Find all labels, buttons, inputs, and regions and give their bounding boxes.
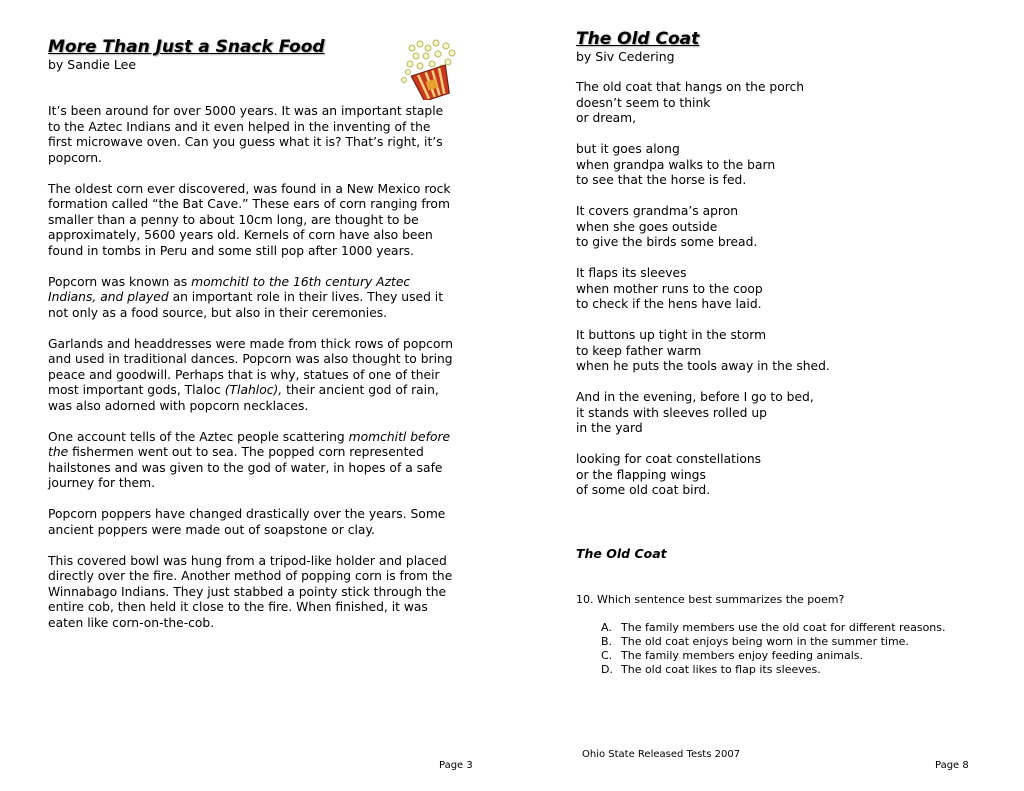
- text-line: [576, 266, 830, 282]
- italic-text: (Tlahloc),: [224, 383, 283, 397]
- text-line: [576, 328, 830, 344]
- text: Winnabago Indians. They just stabbed a pointy stick through the: [48, 584, 447, 599]
- text-line: [576, 204, 830, 220]
- text-line: [48, 383, 453, 399]
- text-line: [576, 390, 830, 406]
- text-line: [576, 80, 830, 96]
- option-text: The family members use the old coat for different reasons.: [621, 621, 946, 634]
- italic-text: Indians, and played: [48, 290, 169, 304]
- text: to see that the horse is fed.: [576, 173, 747, 187]
- answer-option[interactable]: [576, 635, 946, 649]
- text-line: [576, 483, 830, 499]
- text-line: [576, 421, 830, 437]
- answer-option[interactable]: [576, 621, 946, 635]
- text: peace and goodwill. Perhaps that is why, statues of one of their: [48, 367, 440, 382]
- text: directly over the fire. Another method of popping corn is from the: [48, 569, 453, 583]
- text: to keep father warm: [576, 343, 702, 358]
- text: it stands with sleeves rolled up: [576, 405, 767, 420]
- text: formation called “the Bat Cave.” These ears of corn ranging from: [48, 197, 450, 211]
- text: Garlands and headdresses were made from thick rows of popcorn: [48, 336, 454, 351]
- text-line: [48, 507, 453, 523]
- text: It covers grandma’s apron: [576, 204, 739, 218]
- blank-line: [48, 166, 453, 182]
- text: or dream,: [576, 111, 637, 125]
- text: smaller than a penny to about 10cm long, are thought to be: [48, 212, 419, 227]
- answer-option[interactable]: [576, 663, 946, 677]
- text: not only as a food source, but also in their ceremonies.: [48, 305, 388, 320]
- text: One account tells of the Aztec people scattering: [48, 429, 349, 444]
- text: to the Aztec Indians and it even helped in the inventing of the: [48, 119, 431, 134]
- text-line: [576, 282, 830, 298]
- text-line: [48, 368, 453, 384]
- text-line: [48, 275, 453, 291]
- blank-line: [576, 313, 830, 329]
- text-line: [48, 554, 453, 570]
- blank-line: [48, 259, 453, 275]
- text-line: [48, 306, 453, 322]
- text: hailstones and was given to the god of water, in hopes of a safe: [48, 460, 443, 475]
- text: This covered bowl was hung from a tripod-like holder and placed: [48, 553, 447, 568]
- text-line: [48, 120, 453, 136]
- text-line: [48, 228, 453, 244]
- text: It flaps its sleeves: [576, 266, 687, 280]
- italic-text: the: [48, 445, 69, 459]
- text-line: [576, 344, 830, 360]
- text: It’s been around for over 5000 years. It was an important staple: [48, 104, 444, 118]
- answer-option[interactable]: [576, 649, 946, 663]
- text: approximately, 5600 years old. Kernels of corn have also been: [48, 228, 433, 242]
- footer-source: Ohio State Released Tests 2007: [582, 749, 741, 760]
- text: fishermen went out to sea. The popped corn represented: [68, 445, 424, 459]
- option-text: The old coat likes to flap its sleeves.: [621, 663, 821, 676]
- answer-options: [576, 621, 946, 677]
- text-line: [48, 244, 453, 260]
- article-body: [48, 104, 453, 631]
- text: entire cob, then held it close to the fire. When finished, it was: [48, 600, 428, 614]
- poem-body: [576, 80, 830, 499]
- text-line: [576, 359, 830, 375]
- blank-line: [576, 127, 830, 143]
- text: when she goes outside: [576, 219, 718, 234]
- text-line: [48, 352, 453, 368]
- option-letter: A.: [601, 621, 612, 634]
- text-line: [48, 151, 453, 167]
- popcorn-bucket-icon: [400, 36, 460, 100]
- text: The old coat that hangs on the porch: [576, 80, 805, 94]
- option-letter: B.: [601, 635, 613, 648]
- text: Popcorn poppers have changed drastically over the years. Some: [48, 507, 446, 521]
- text-line: [48, 600, 453, 616]
- text-line: [48, 337, 453, 353]
- text: when mother runs to the coop: [576, 281, 763, 296]
- question-section-title: The Old Coat: [576, 546, 667, 561]
- text-line: [48, 616, 453, 632]
- italic-text: momchitl before: [348, 429, 451, 444]
- text-line: [48, 445, 453, 461]
- option-letter: D.: [601, 663, 613, 676]
- blank-line: [576, 251, 830, 267]
- text-line: [48, 430, 453, 446]
- blank-line: [48, 538, 453, 554]
- blank-line: [576, 375, 830, 391]
- text: doesn’t seem to think: [576, 95, 711, 110]
- text-line: [48, 476, 453, 492]
- blank-line: [48, 321, 453, 337]
- text: when he puts the tools away in the shed.: [576, 359, 830, 373]
- poem-byline: by Siv Cedering: [576, 49, 675, 64]
- text: looking for coat constellations: [576, 452, 762, 466]
- text-line: [48, 182, 453, 198]
- blank-line: [48, 414, 453, 430]
- text-line: [48, 135, 453, 151]
- text: of some old coat bird.: [576, 483, 711, 497]
- italic-text: momchitl to the 16th century Aztec: [191, 274, 411, 289]
- text-line: [576, 173, 830, 189]
- poem-title: The Old Coat: [576, 29, 700, 49]
- text-line: [576, 142, 830, 158]
- text-line: [576, 158, 830, 174]
- text-line: [576, 111, 830, 127]
- text-line: [48, 399, 453, 415]
- text: was also adorned with popcorn necklaces.: [48, 398, 309, 413]
- blank-line: [576, 189, 830, 205]
- text: Popcorn was known as: [48, 274, 192, 289]
- text-line: [48, 213, 453, 229]
- text-line: [576, 297, 830, 313]
- text-line: [576, 468, 830, 484]
- text-line: [576, 452, 830, 468]
- text-line: [576, 235, 830, 251]
- text: in the yard: [576, 421, 643, 435]
- text: It buttons up tight in the storm: [576, 328, 767, 342]
- option-letter: C.: [601, 649, 613, 662]
- text: popcorn.: [48, 150, 102, 165]
- text-line: [48, 104, 453, 120]
- text: journey for them.: [48, 476, 156, 490]
- text: And in the evening, before I go to bed,: [576, 390, 814, 404]
- text: an important role in their lives. They used it: [168, 290, 444, 304]
- text: to check if the hens have laid.: [576, 297, 762, 311]
- text: but it goes along: [576, 142, 680, 156]
- text: their ancient god of rain,: [282, 383, 439, 397]
- text-line: [48, 523, 453, 539]
- option-text: The family members enjoy feeding animals.: [621, 649, 864, 662]
- page-number-right: Page 8: [935, 760, 969, 771]
- text: when grandpa walks to the barn: [576, 157, 776, 172]
- article-byline: by Sandie Lee: [48, 57, 137, 72]
- text: eaten like corn-on-the-cob.: [48, 615, 215, 630]
- text: or the flapping wings: [576, 467, 706, 482]
- text: to give the birds some bread.: [576, 235, 758, 249]
- text-line: [576, 96, 830, 112]
- text: first microwave oven. Can you guess what it is? That’s right, it’s: [48, 135, 443, 149]
- text-line: [48, 290, 453, 306]
- text-line: [48, 585, 453, 601]
- text: most important gods, Tlaloc: [48, 383, 225, 397]
- option-text: The old coat enjoys being worn in the summer time.: [621, 635, 909, 648]
- blank-line: [576, 437, 830, 453]
- text: ancient poppers were made out of soapstone or clay.: [48, 522, 375, 537]
- text-line: [576, 220, 830, 236]
- text-line: [48, 461, 453, 477]
- text-line: [576, 406, 830, 422]
- text-line: [48, 569, 453, 585]
- page-number-left: Page 3: [439, 760, 473, 771]
- text: and used in traditional dances. Popcorn was also thought to bring: [48, 352, 453, 366]
- blank-line: [48, 492, 453, 508]
- text-line: [48, 197, 453, 213]
- text: The oldest corn ever discovered, was found in a New Mexico rock: [48, 181, 451, 196]
- text: found in tombs in Peru and some still pop after 1000 years.: [48, 243, 414, 258]
- article-title: More Than Just a Snack Food: [48, 37, 325, 57]
- question-text: 10. Which sentence best summarizes the poem?: [576, 593, 845, 606]
